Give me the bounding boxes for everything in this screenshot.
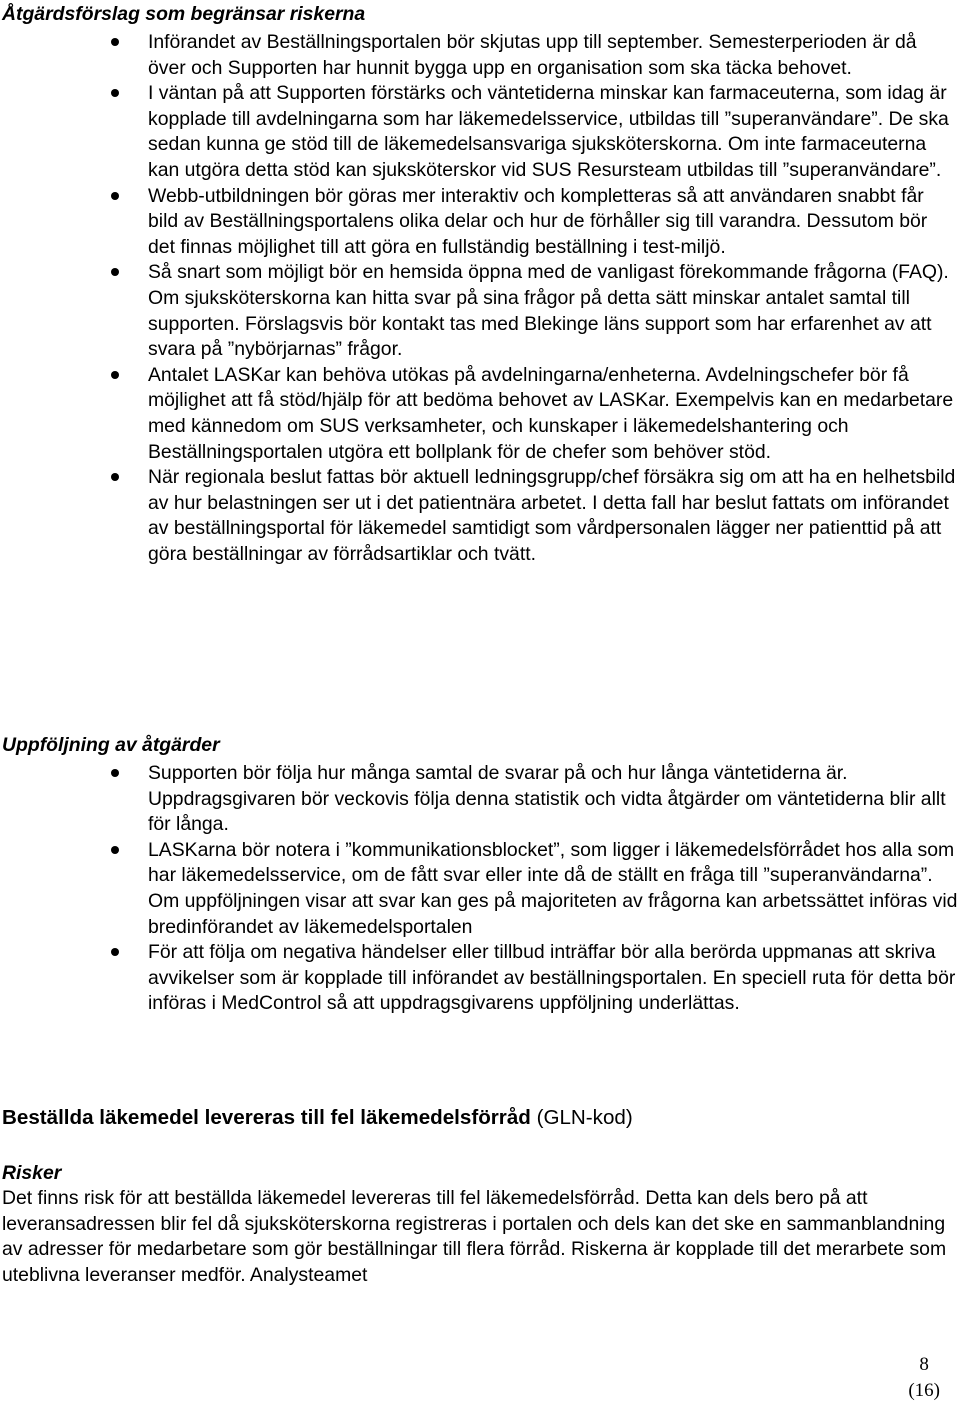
bullet-icon [111,268,119,276]
list-item-text: Så snart som möjligt bör en hemsida öppna med de vanligast förekommande frågorna (FAQ). Om sjuksköterskorna kan hitta svar på sina frågor på detta sätt minskar antalet samtal till supporten. Förslagsvis bör kontakt tas med Blekinge läns support som har erfarenhet av att svara på ”nybörjarnas” frågor. [148,261,949,361]
risk-title-code: (GLN-kod) [530,1106,633,1129]
list-item [0,940,960,1017]
list-item [0,260,960,362]
bullet-icon [111,371,119,379]
bullet-icon [111,192,119,200]
bullet-icon [111,769,119,777]
bullet-icon [111,38,119,46]
list-item-text: För att följa om negativa händelser eller tillbud inträffar bör alla berörda uppmanas att skriva avvikelser som är kopplade till införandet av beställningsportalen. En speciell ruta för detta bör införas i MedControl så att uppdragsgivarens uppföljning underlättas. [148,941,956,1015]
list-item [0,81,960,183]
bullet-list-atgardsforslag [0,30,960,567]
risks-paragraph: Det finns risk för att beställda läkemedel levereras till fel läkemedelsförråd. Detta kan dels bero på att leveransadressen blir fel då sjuksköterskorna registreras i portalen och dels kan det ske en sammanblandning av adresser för medarbetare som gör beställningar till flera förråd. Riskerna är kopplade till det merarbete som uteblivna leveranser medför. Analysteamet [2,1187,947,1286]
page-number [908,1352,940,1404]
bullet-icon [111,89,119,97]
list-item-text: LASKarna bör notera i ”kommunikationsblocket”, som ligger i läkemedelsförrådet hos alla som har läkemedelsservice, om de fått svar eller inte då de ställt en fråga till ”superanvändarna”. Om uppföljningen visar att svar kan ges på majoriteten av frågorna kan arbetssättet införas vid bredinförandet av läkemedelsportalen [148,838,958,938]
list-item [0,465,960,567]
page-number-current: 8 [919,1354,929,1375]
list-item [0,30,960,81]
section-heading-uppfoljning: Uppföljning av åtgärder [2,734,220,756]
risk-title [2,1105,633,1131]
page-number-total: (16) [908,1380,940,1401]
bullet-icon [111,948,119,956]
list-item-text: Webb-utbildningen bör göras mer interaktiv och kompletteras så att användaren snabbt får bild av Beställningsportalens olika delar och hur de förhåller sig till varandra. Dessutom bör det finnas möjlighet till att göra en fullständig beställning i test-miljö. [148,184,928,258]
list-item-text: I väntan på att Supporten förstärks och väntetiderna minskar kan farmaceuterna, som idag är kopplade till avdelningarna som har läkemedelsservice, utbildas till ”superanvändare”. De ska sedan kunna ge stöd till de läkemedelsansvariga sjuksköterskorna. Om inte farmaceuterna kan utgöra detta stöd kan sjuksköterskor vid SUS Resursteam utbildas till ”superanvändare”. [148,82,949,181]
list-item-text: Antalet LASKar kan behöva utökas på avdelningarna/enheterna. Avdelningschefer bör få möjlighet att få stöd/hjälp för att bedöma behovet av LASKar. Exempelvis kan en medarbetare med kännedom om SUS verksamheter, och kunskaper i läkemedelshantering och Beställningsportalen utgöra ett bollplank för de chefer som behöver stöd. [148,363,954,463]
list-item [0,761,960,838]
risks-heading: Risker [2,1162,62,1184]
section-heading-atgardsforslag: Åtgärdsförslag som begränsar riskerna [2,3,366,25]
list-item-text: Supporten bör följa hur många samtal de svarar på och hur långa väntetiderna är. Uppdragsgivaren bör veckovis följa denna statistik och vidta åtgärder om väntetiderna blir allt för långa. [148,762,946,836]
list-item [0,363,960,465]
list-item [0,838,960,940]
list-item-text: Införandet av Beställningsportalen bör skjutas upp till september. Semesterperioden är då över och Supporten har hunnit bygga upp en organisation som ska täcka behovet. [148,31,917,79]
bullet-list-uppfoljning [0,761,960,1017]
risk-title-bold: Beställda läkemedel levereras till fel läkemedelsförråd [2,1106,531,1129]
bullet-icon [111,473,119,481]
list-item [0,184,960,261]
list-item-text: När regionala beslut fattas bör aktuell ledningsgrupp/chef försäkra sig om att ha en helhetsbild av hur belastningen ser ut i det patientnära arbetet. I detta fall har beslut fattats om införandet av beställningsportal för läkemedel samtidigt som vårdpersonalen lägger ner patienttid på att göra beställningar av förrådsartiklar och tvätt. [148,466,956,565]
bullet-icon [111,846,119,854]
